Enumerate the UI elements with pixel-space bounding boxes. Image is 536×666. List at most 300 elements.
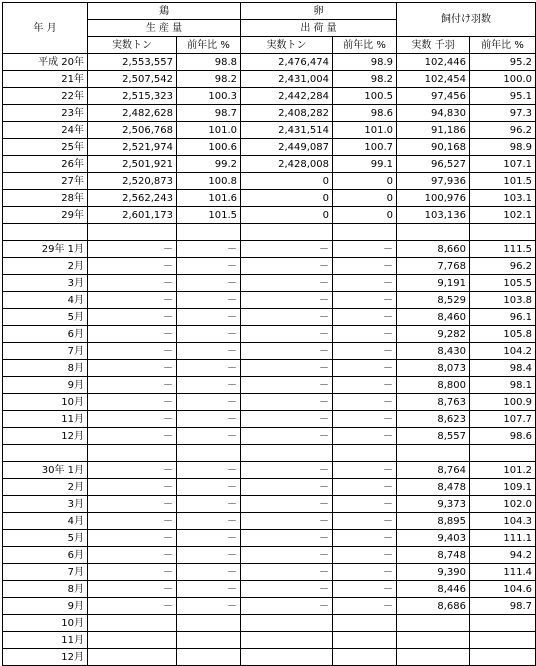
shipment-yoy-cell: －	[333, 428, 397, 445]
production-yoy-cell: 101.5	[177, 207, 241, 224]
production-tons-cell: 2,562,243	[88, 190, 177, 207]
shipment-yoy-cell: 98.9	[333, 54, 397, 71]
hens-count-cell: 9,403	[397, 530, 470, 547]
hens-count-cell: 8,660	[397, 241, 470, 258]
table-row	[3, 343, 536, 360]
shipment-yoy-cell	[333, 632, 397, 649]
production-yoy-cell: －	[177, 343, 241, 360]
table-row	[3, 309, 536, 326]
hens-count-cell: 8,800	[397, 377, 470, 394]
hens-count-cell: 9,191	[397, 275, 470, 292]
table-row	[3, 479, 536, 496]
hens-yoy-cell: 100.0	[470, 71, 536, 88]
production-tons-cell: －	[88, 496, 177, 513]
shipment-tons-cell: －	[241, 513, 333, 530]
table-row	[3, 88, 536, 105]
production-tons-cell: －	[88, 530, 177, 547]
hens-count-cell: 8,764	[397, 462, 470, 479]
production-yoy-cell: －	[177, 377, 241, 394]
shipment-yoy-cell: 99.1	[333, 156, 397, 173]
hens-yoy-cell: 98.9	[470, 139, 536, 156]
row-label: 10月	[3, 394, 88, 411]
production-yoy-cell: 101.6	[177, 190, 241, 207]
production-yoy-cell: －	[177, 411, 241, 428]
table-row	[3, 326, 536, 343]
row-label: 8月	[3, 581, 88, 598]
empty-cell	[3, 224, 88, 241]
production-yoy-cell: －	[177, 598, 241, 615]
empty-cell	[88, 445, 177, 462]
hens-count-cell: 8,748	[397, 547, 470, 564]
hens-yoy-cell	[470, 632, 536, 649]
hens-yoy-cell: 98.6	[470, 428, 536, 445]
hens-count-cell: 91,186	[397, 122, 470, 139]
hens-count-cell: 8,430	[397, 343, 470, 360]
hens-yoy-cell: 102.0	[470, 496, 536, 513]
production-tons-cell: －	[88, 309, 177, 326]
shipment-yoy-cell: 98.6	[333, 105, 397, 122]
production-tons-header: 実数トン	[88, 37, 177, 54]
table-row	[3, 377, 536, 394]
shipment-tons-cell: －	[241, 598, 333, 615]
hens-yoy-cell	[470, 615, 536, 632]
table-row	[3, 394, 536, 411]
production-tons-cell: －	[88, 394, 177, 411]
hens-yoy-cell: 96.2	[470, 122, 536, 139]
production-yoy-cell: －	[177, 292, 241, 309]
shipment-tons-cell: 0	[241, 207, 333, 224]
production-yoy-cell: －	[177, 530, 241, 547]
hens-count-cell: 8,073	[397, 360, 470, 377]
production-yoy-cell: －	[177, 326, 241, 343]
table-row	[3, 530, 536, 547]
production-yoy-cell: 101.0	[177, 122, 241, 139]
hens-yoy-cell: 98.1	[470, 377, 536, 394]
shipment-tons-cell: －	[241, 377, 333, 394]
shipment-tons-cell: －	[241, 326, 333, 343]
row-label: 10月	[3, 615, 88, 632]
empty-cell	[397, 224, 470, 241]
production-yoy-cell: －	[177, 547, 241, 564]
hens-count-header: 実数 千羽	[397, 37, 470, 54]
production-tons-cell: －	[88, 581, 177, 598]
production-tons-cell: 2,553,557	[88, 54, 177, 71]
production-yoy-cell	[177, 649, 241, 666]
table-row	[3, 139, 536, 156]
table-row	[3, 275, 536, 292]
table-row	[3, 428, 536, 445]
hens-count-cell: 9,373	[397, 496, 470, 513]
table-row	[3, 292, 536, 309]
hens-count-cell: 97,456	[397, 88, 470, 105]
hens-count-cell: 8,529	[397, 292, 470, 309]
empty-cell	[470, 445, 536, 462]
production-yoy-cell: －	[177, 428, 241, 445]
table-row	[3, 71, 536, 88]
production-tons-cell: －	[88, 479, 177, 496]
shipment-header: 出 荷 量	[241, 20, 397, 37]
shipment-tons-cell: －	[241, 428, 333, 445]
shipment-tons-cell: 2,408,282	[241, 105, 333, 122]
shipment-tons-cell: －	[241, 258, 333, 275]
production-tons-cell: 2,521,974	[88, 139, 177, 156]
hens-yoy-cell: 111.5	[470, 241, 536, 258]
table-row	[3, 462, 536, 479]
shipment-tons-cell	[241, 615, 333, 632]
production-yoy-cell: 100.8	[177, 173, 241, 190]
hens-count-cell: 8,686	[397, 598, 470, 615]
production-tons-cell	[88, 649, 177, 666]
empty-cell	[470, 224, 536, 241]
production-yoy-cell: 100.6	[177, 139, 241, 156]
hens-yoy-cell: 102.1	[470, 207, 536, 224]
hens-yoy-cell: 103.1	[470, 190, 536, 207]
production-yoy-cell	[177, 632, 241, 649]
hens-count-cell: 96,527	[397, 156, 470, 173]
hens-count-cell: 8,478	[397, 479, 470, 496]
hens-count-cell: 8,623	[397, 411, 470, 428]
table-header	[3, 3, 536, 54]
shipment-tons-cell: －	[241, 275, 333, 292]
production-yoy-cell: －	[177, 275, 241, 292]
hens-yoy-cell: 96.2	[470, 258, 536, 275]
shipment-yoy-cell: －	[333, 547, 397, 564]
hens-count-cell: 102,454	[397, 71, 470, 88]
shipment-tons-cell: 0	[241, 173, 333, 190]
row-label: 21年	[3, 71, 88, 88]
shipment-yoy-cell: －	[333, 598, 397, 615]
hens-yoy-cell: 107.1	[470, 156, 536, 173]
hens-count-cell: 8,557	[397, 428, 470, 445]
shipment-tons-cell: 2,449,087	[241, 139, 333, 156]
hens-count-cell: 9,282	[397, 326, 470, 343]
production-yoy-cell: 98.8	[177, 54, 241, 71]
hens-count-cell: 103,136	[397, 207, 470, 224]
shipment-yoy-cell: －	[333, 496, 397, 513]
row-label: 12月	[3, 649, 88, 666]
hens-yoy-cell: 111.4	[470, 564, 536, 581]
production-yoy-cell: －	[177, 479, 241, 496]
table-row	[3, 241, 536, 258]
table-row	[3, 54, 536, 71]
production-yoy-cell: 98.7	[177, 105, 241, 122]
hens-yoy-cell: 104.6	[470, 581, 536, 598]
hens-count-cell: 8,763	[397, 394, 470, 411]
row-label: 29年	[3, 207, 88, 224]
row-label: 25年	[3, 139, 88, 156]
production-yoy-cell: －	[177, 496, 241, 513]
egg-statistics-table	[2, 2, 536, 666]
production-tons-cell: －	[88, 564, 177, 581]
row-label: 5月	[3, 530, 88, 547]
shipment-yoy-cell: －	[333, 377, 397, 394]
empty-cell	[177, 445, 241, 462]
shipment-tons-cell	[241, 649, 333, 666]
table-row	[3, 105, 536, 122]
production-tons-cell: －	[88, 377, 177, 394]
shipment-yoy-cell: －	[333, 292, 397, 309]
production-yoy-cell: －	[177, 462, 241, 479]
shipment-yoy-cell: 98.2	[333, 71, 397, 88]
production-tons-cell: －	[88, 547, 177, 564]
hens-count-cell: 90,168	[397, 139, 470, 156]
production-tons-cell: 2,482,628	[88, 105, 177, 122]
spacer-row	[3, 445, 536, 462]
table-row	[3, 360, 536, 377]
shipment-yoy-cell: －	[333, 394, 397, 411]
shipment-tons-cell: －	[241, 547, 333, 564]
production-yoy-cell: －	[177, 241, 241, 258]
shipment-yoy-cell: －	[333, 462, 397, 479]
production-yoy-cell: 99.2	[177, 156, 241, 173]
year-month-header: 年 月	[3, 3, 88, 54]
table-row	[3, 190, 536, 207]
production-tons-cell: －	[88, 292, 177, 309]
production-yoy-cell	[177, 615, 241, 632]
shipment-yoy-cell: 0	[333, 190, 397, 207]
hens-yoy-cell	[470, 649, 536, 666]
shipment-tons-cell: 0	[241, 190, 333, 207]
empty-cell	[333, 445, 397, 462]
table-row	[3, 615, 536, 632]
row-label: 2月	[3, 479, 88, 496]
shipment-tons-header: 実数トン	[241, 37, 333, 54]
table-row	[3, 411, 536, 428]
row-label: 6月	[3, 547, 88, 564]
hens-count-cell: 100,976	[397, 190, 470, 207]
row-label: 26年	[3, 156, 88, 173]
chicken-header: 鶏	[88, 3, 241, 20]
shipment-tons-cell	[241, 632, 333, 649]
shipment-yoy-cell	[333, 615, 397, 632]
production-tons-cell: 2,520,873	[88, 173, 177, 190]
shipment-yoy-cell: －	[333, 530, 397, 547]
shipment-yoy-cell: －	[333, 479, 397, 496]
hens-yoy-cell: 98.7	[470, 598, 536, 615]
egg-header: 卵	[241, 3, 397, 20]
hens-header: 飼付け羽数	[397, 3, 536, 37]
shipment-tons-cell: 2,431,514	[241, 122, 333, 139]
shipment-yoy-cell: 100.5	[333, 88, 397, 105]
row-label: 12月	[3, 428, 88, 445]
table-row	[3, 632, 536, 649]
hens-yoy-cell: 105.8	[470, 326, 536, 343]
production-yoy-header: 前年比 %	[177, 37, 241, 54]
production-tons-cell: 2,601,173	[88, 207, 177, 224]
shipment-tons-cell: 2,442,284	[241, 88, 333, 105]
production-header: 生 産 量	[88, 20, 241, 37]
shipment-yoy-cell	[333, 649, 397, 666]
empty-cell	[241, 224, 333, 241]
table-row	[3, 207, 536, 224]
hens-count-cell	[397, 615, 470, 632]
shipment-tons-cell: －	[241, 530, 333, 547]
production-tons-cell: 2,501,921	[88, 156, 177, 173]
production-yoy-cell: －	[177, 360, 241, 377]
row-label: 30年 1月	[3, 462, 88, 479]
shipment-yoy-cell: 0	[333, 207, 397, 224]
shipment-tons-cell: －	[241, 496, 333, 513]
production-tons-cell: 2,507,542	[88, 71, 177, 88]
hens-yoy-cell: 101.2	[470, 462, 536, 479]
table-row	[3, 156, 536, 173]
row-label: 3月	[3, 496, 88, 513]
row-label: 22年	[3, 88, 88, 105]
production-tons-cell: －	[88, 462, 177, 479]
production-tons-cell: －	[88, 360, 177, 377]
hens-yoy-cell: 95.2	[470, 54, 536, 71]
shipment-yoy-cell: －	[333, 513, 397, 530]
table-row	[3, 649, 536, 666]
shipment-yoy-cell: 100.7	[333, 139, 397, 156]
shipment-tons-cell: －	[241, 343, 333, 360]
shipment-tons-cell: －	[241, 479, 333, 496]
shipment-tons-cell: －	[241, 581, 333, 598]
production-tons-cell: －	[88, 428, 177, 445]
production-yoy-cell: －	[177, 581, 241, 598]
row-label: 11月	[3, 411, 88, 428]
empty-cell	[177, 224, 241, 241]
hens-count-cell: 102,446	[397, 54, 470, 71]
hens-yoy-header: 前年比 %	[470, 37, 536, 54]
empty-cell	[241, 445, 333, 462]
table-body	[3, 54, 536, 666]
row-label: 5月	[3, 309, 88, 326]
hens-yoy-cell: 94.2	[470, 547, 536, 564]
production-tons-cell: －	[88, 343, 177, 360]
production-tons-cell: －	[88, 275, 177, 292]
hens-yoy-cell: 96.1	[470, 309, 536, 326]
hens-count-cell	[397, 649, 470, 666]
hens-yoy-cell: 104.2	[470, 343, 536, 360]
production-yoy-cell: －	[177, 309, 241, 326]
row-label: 23年	[3, 105, 88, 122]
table-row	[3, 598, 536, 615]
hens-yoy-cell: 97.3	[470, 105, 536, 122]
production-tons-cell: －	[88, 258, 177, 275]
row-label: 27年	[3, 173, 88, 190]
row-label: 8月	[3, 360, 88, 377]
production-tons-cell: 2,515,323	[88, 88, 177, 105]
shipment-yoy-cell: －	[333, 258, 397, 275]
table-row	[3, 581, 536, 598]
production-tons-cell	[88, 615, 177, 632]
table-row	[3, 122, 536, 139]
hens-count-cell: 8,895	[397, 513, 470, 530]
hens-yoy-cell: 105.5	[470, 275, 536, 292]
row-label: 7月	[3, 564, 88, 581]
shipment-yoy-cell: －	[333, 360, 397, 377]
shipment-yoy-cell: －	[333, 564, 397, 581]
row-label: 平成 20年	[3, 54, 88, 71]
row-label: 4月	[3, 513, 88, 530]
production-tons-cell	[88, 632, 177, 649]
hens-yoy-cell: 98.4	[470, 360, 536, 377]
shipment-tons-cell: －	[241, 309, 333, 326]
shipment-tons-cell: －	[241, 462, 333, 479]
row-label: 9月	[3, 598, 88, 615]
shipment-tons-cell: 2,431,004	[241, 71, 333, 88]
shipment-yoy-cell: －	[333, 343, 397, 360]
shipment-tons-cell: －	[241, 564, 333, 581]
production-yoy-cell: 100.3	[177, 88, 241, 105]
shipment-tons-cell: 2,428,008	[241, 156, 333, 173]
table-row	[3, 496, 536, 513]
empty-cell	[88, 224, 177, 241]
table-row	[3, 513, 536, 530]
table-row	[3, 258, 536, 275]
shipment-yoy-cell: －	[333, 581, 397, 598]
row-label: 2月	[3, 258, 88, 275]
shipment-tons-cell: 2,476,474	[241, 54, 333, 71]
hens-yoy-cell: 95.1	[470, 88, 536, 105]
row-label: 9月	[3, 377, 88, 394]
hens-yoy-cell: 111.1	[470, 530, 536, 547]
table-row	[3, 547, 536, 564]
hens-count-cell: 97,936	[397, 173, 470, 190]
row-label: 11月	[3, 632, 88, 649]
empty-cell	[333, 224, 397, 241]
row-label: 7月	[3, 343, 88, 360]
shipment-yoy-cell: －	[333, 326, 397, 343]
shipment-yoy-header: 前年比 %	[333, 37, 397, 54]
table-row	[3, 173, 536, 190]
row-label: 4月	[3, 292, 88, 309]
row-label: 24年	[3, 122, 88, 139]
hens-count-cell: 8,460	[397, 309, 470, 326]
production-tons-cell: －	[88, 513, 177, 530]
hens-yoy-cell: 101.5	[470, 173, 536, 190]
shipment-tons-cell: －	[241, 360, 333, 377]
row-label: 3月	[3, 275, 88, 292]
production-tons-cell: －	[88, 241, 177, 258]
production-tons-cell: －	[88, 598, 177, 615]
production-tons-cell: 2,506,768	[88, 122, 177, 139]
shipment-yoy-cell: 101.0	[333, 122, 397, 139]
production-yoy-cell: －	[177, 513, 241, 530]
hens-count-cell	[397, 632, 470, 649]
hens-yoy-cell: 109.1	[470, 479, 536, 496]
shipment-tons-cell: －	[241, 292, 333, 309]
shipment-yoy-cell: －	[333, 309, 397, 326]
row-label: 29年 1月	[3, 241, 88, 258]
shipment-yoy-cell: －	[333, 411, 397, 428]
hens-count-cell: 94,830	[397, 105, 470, 122]
hens-count-cell: 9,390	[397, 564, 470, 581]
shipment-tons-cell: －	[241, 241, 333, 258]
table-row	[3, 564, 536, 581]
production-tons-cell: －	[88, 326, 177, 343]
hens-yoy-cell: 103.8	[470, 292, 536, 309]
empty-cell	[397, 445, 470, 462]
production-tons-cell: －	[88, 411, 177, 428]
production-yoy-cell: 98.2	[177, 71, 241, 88]
shipment-tons-cell: －	[241, 411, 333, 428]
production-yoy-cell: －	[177, 258, 241, 275]
row-label: 6月	[3, 326, 88, 343]
production-yoy-cell: －	[177, 564, 241, 581]
shipment-tons-cell: －	[241, 394, 333, 411]
hens-yoy-cell: 104.3	[470, 513, 536, 530]
hens-count-cell: 8,446	[397, 581, 470, 598]
spacer-row	[3, 224, 536, 241]
row-label: 28年	[3, 190, 88, 207]
hens-count-cell: 7,768	[397, 258, 470, 275]
empty-cell	[3, 445, 88, 462]
hens-yoy-cell: 100.9	[470, 394, 536, 411]
production-yoy-cell: －	[177, 394, 241, 411]
shipment-yoy-cell: 0	[333, 173, 397, 190]
